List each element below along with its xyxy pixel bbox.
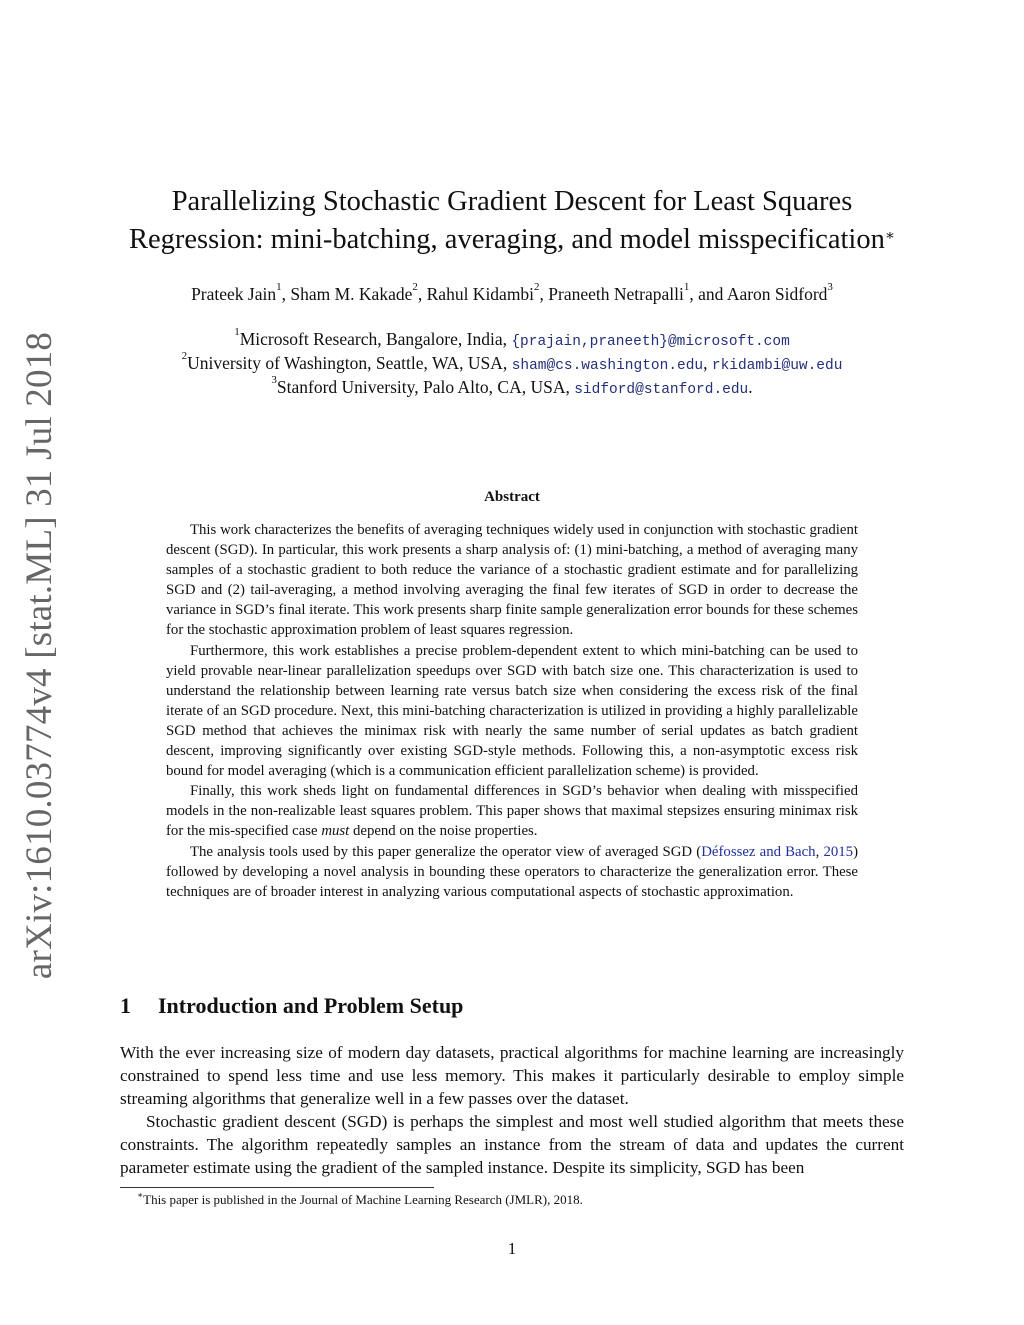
email-link[interactable]: {prajain,praneeth}@microsoft.com [511,334,790,350]
author: Praneeth Netrapalli$^1$, and [548,281,727,304]
title-line-2: Regression: mini-batching, averaging, and model misspecification∗ [128,224,896,255]
affiliation-3: $^3$Stanford University, Palo Alto, CA, USA, sidford@stanford.edu. [271,374,753,398]
abstract-heading: Abstract [484,489,540,505]
author-list [100,281,924,305]
author: Aaron Sidford$^3$ [726,281,833,304]
arxiv-sidebar [14,331,66,979]
email-link[interactable]: rkidambi@uw.edu [711,358,843,374]
section-body [120,1041,904,1180]
author: Prateek Jain$^1$, [191,281,291,304]
citation-link[interactable]: Défossez and Bach [701,843,816,860]
paper-title [110,183,914,259]
email-link[interactable]: sidford@stanford.edu [574,382,749,398]
page-number: 1 [507,1239,517,1258]
footnote: ∗This paper is published in the Journal of Machine Learning Research (JMLR), 2018. [137,1190,583,1207]
affiliation-1: $^1$Microsoft Research, Bangalore, India, {prajain,praneeth}@microsoft.com [234,326,790,350]
citation-year-link[interactable]: 2015 [823,843,854,860]
affiliation-2: $^2$University of Washington, Seattle, WA, USA, sham@cs.washington.edu, rkidambi@uw.edu [181,350,843,374]
abstract [166,520,858,902]
body-paragraph: With the ever increasing size of modern day datasets, practical algorithms for machine learning are increasingly constrained to spend less time and use less memory. This makes it particularly desirable to employ simple streaming algorithms that generalize well in a few passes over the dataset. [120,1043,904,1109]
abstract-paragraph: Furthermore, this work establishes a precise problem-dependent extent to which mini-batching can be used to yield provable near-linear parallelization speedups over SGD with batch size one. This characterization is used to understand the relationship between learning rate versus batch size when considering the excess risk of the final iterate of an SGD procedure. Next, this mini-batching characterization is utilized in providing a highly parallelizable SGD method that achieves the minimax risk with nearly the same number of serial updates as batch gradient descent, improving significantly over existing SGD-style methods. Following this, a non-asymptotic excess risk bound for model averaging (which is a communication efficient parallelization scheme) is provided. [166,642,858,780]
section-title: Introduction and Problem Setup [158,993,464,1018]
email-link[interactable]: sham@cs.washington.edu [511,358,704,374]
author: Sham M. Kakade$^2$, [290,281,427,304]
title-line-1: Parallelizing Stochastic Gradient Descent for Least Squares [171,186,853,217]
section-number: 1 [120,993,131,1018]
abstract-paragraph: This work characterizes the benefits of averaging techniques widely used in conjunction with stochastic gradient descent (SGD). In particular, this work presents a sharp analysis of: (1) mini-batching, a method of averaging many samples of a stochastic gradient to both reduce the variance of a stochastic gradient estimate and for parallelizing SGD and (2) tail-averaging, a method involving averaging the final few iterates of SGD in order to decrease the variance in SGD’s final iterate. This work presents sharp finite sample generalization error bounds for these schemes for the stochastic approximation problem of least squares regression. [166,522,858,639]
section-heading [120,993,463,1019]
abstract-paragraph: Finally, this work sheds light on fundamental differences in SGD’s behavior when dealing with misspecified models in the non-realizable least squares problem. This paper shows that maximal stepsizes ensuring minimax risk for the mis-specified case must depend on the noise properties. [166,783,858,840]
arxiv-identifier: arXiv:1610.03774v4 [stat.ML] 31 Jul 2018 [19,331,61,979]
author: Rahul Kidambi$^2$, [426,281,549,304]
abstract-paragraph: The analysis tools used by this paper generalize the operator view of averaged SGD (Défossez and Bach, 2015) followed by developing a novel analysis in bounding these operators to characterize the generalization error. These techniques are of broader interest in analyzing various computational aspects of stochastic approximation. [166,843,858,900]
body-paragraph: Stochastic gradient descent (SGD) is perhaps the simplest and most well studied algorithm that meets these constraints. The algorithm repeatedly samples an instance from the stream of data and updates the current parameter estimate using the gradient of the sampled instance. Despite its simplicity, SGD has been [120,1112,904,1178]
footnote-divider [120,1187,434,1188]
title-footnote-mark: ∗ [884,228,896,244]
